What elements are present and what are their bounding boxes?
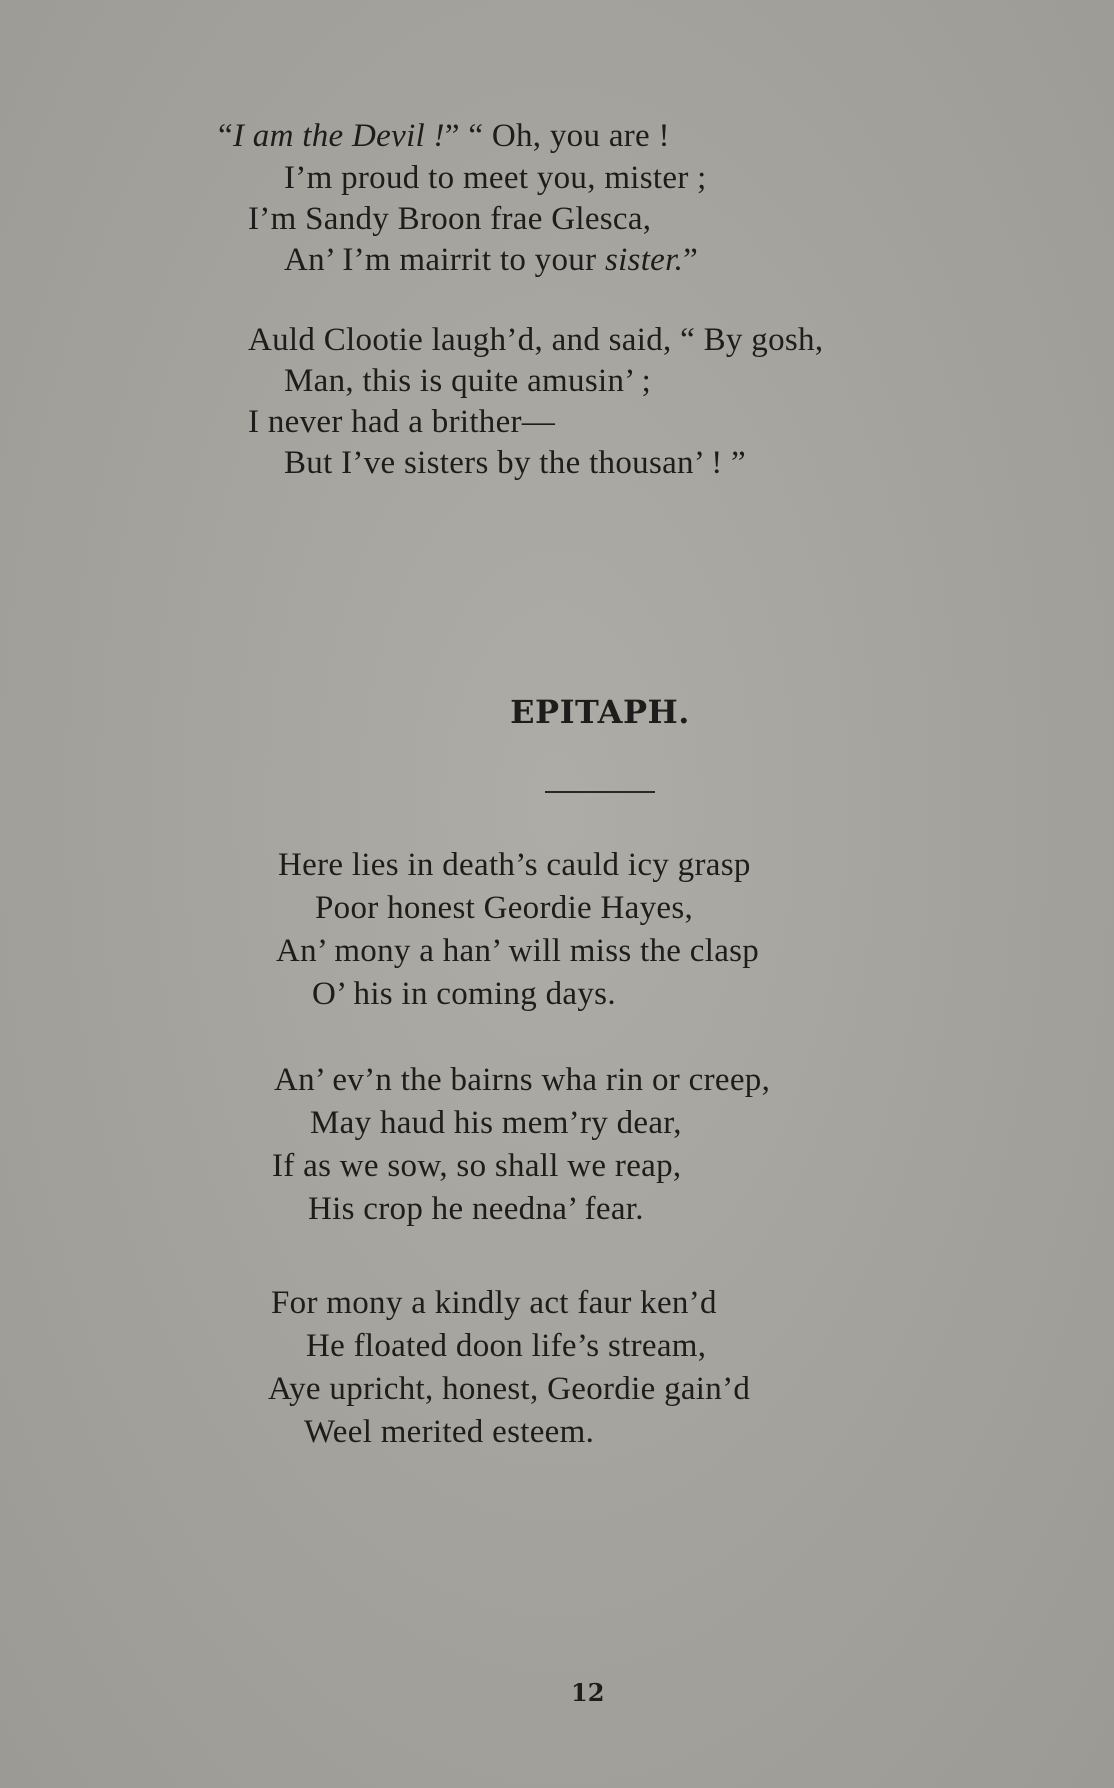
stanza1-line-4 <box>284 240 698 280</box>
stanza2-line-2: Man, this is quite amusin’ ; <box>284 363 652 399</box>
stanza1-line-1 <box>218 116 670 156</box>
epitaph-s3-line-3: Aye upricht, honest, Geordie gain’d <box>268 1371 751 1407</box>
epitaph-s2-line-1: An’ ev’n the bairns wha rin or creep, <box>274 1062 771 1098</box>
epitaph-s2-line-4: His crop he needna’ fear. <box>308 1191 644 1227</box>
epitaph-s1-line-3: An’ mony a han’ will miss the clasp <box>276 933 760 969</box>
epitaph-s1-line-2: Poor honest Geordie Hayes, <box>315 890 694 926</box>
stanza1-line-1-open-quote: “ <box>218 118 233 154</box>
title-divider <box>545 791 655 793</box>
epitaph-s1-line-1: Here lies in death’s cauld icy grasp <box>278 847 751 883</box>
stanza1-line-3: I’m Sandy Broon frae Glesca, <box>248 201 652 237</box>
epitaph-s3-line-2: He floated doon life’s stream, <box>306 1328 707 1364</box>
epitaph-s1-line-4: O’ his in coming days. <box>312 976 616 1012</box>
stanza1-line-4-text: An’ I’m mairrit to your <box>284 242 605 278</box>
epitaph-title: EPITAPH. <box>510 693 690 731</box>
stanza1-line-4-sister: sister. <box>604 242 684 278</box>
stanza1-line-1-reply: ” “ Oh, you are ! <box>444 118 670 154</box>
epitaph-s2-line-3: If as we sow, so shall we reap, <box>272 1148 682 1184</box>
stanza2-line-4: But I’ve sisters by the thousan’ ! ” <box>284 445 747 481</box>
epitaph-s2-line-2: May haud his mem’ry dear, <box>310 1105 682 1141</box>
stanza1-line-2: I’m proud to meet you, mister ; <box>284 160 707 196</box>
stanza2-line-3: I never had a brither— <box>248 404 556 440</box>
stanza2-line-1: Auld Clootie laugh’d, and said, “ By gosh, <box>248 322 824 358</box>
page-number: 12 <box>571 1678 605 1707</box>
epitaph-s3-line-1: For mony a kindly act faur ken’d <box>271 1285 717 1321</box>
stanza1-line-1-devil: I am the Devil ! <box>232 118 445 154</box>
stanza1-line-4-close-quote: ” <box>683 242 699 278</box>
epitaph-s3-line-4: Weel merited esteem. <box>304 1414 595 1450</box>
